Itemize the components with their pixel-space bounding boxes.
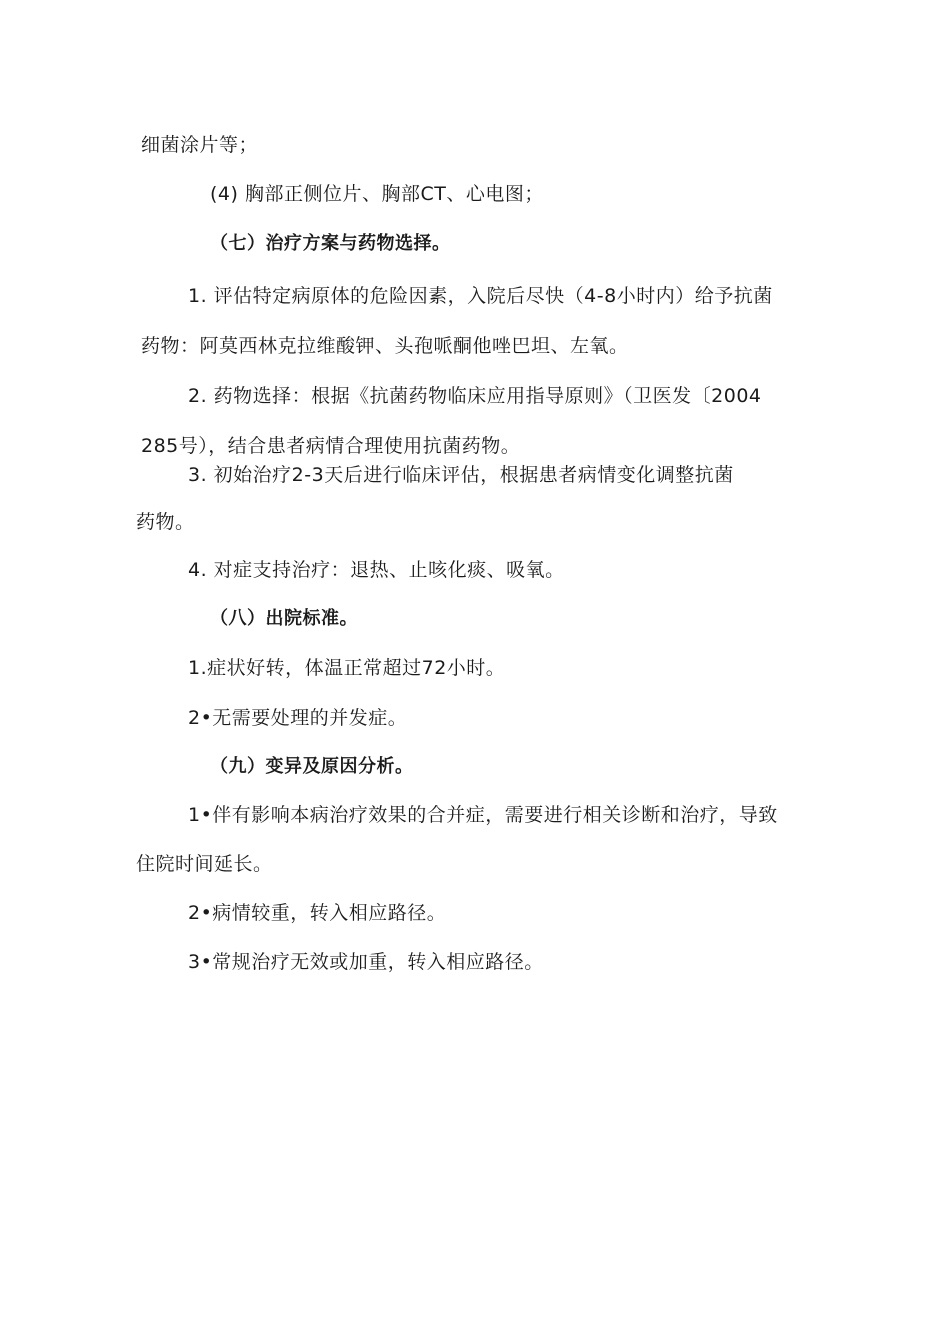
text-line: 药物：阿莫西林克拉维酸钾、头孢哌酮他唑巴坦、左氧。 <box>141 335 629 357</box>
text-line: 1. 评估特定病原体的危险因素，入院后尽快（4-8小时内）给予抗菌 <box>188 285 773 307</box>
text-line: 1•伴有影响本病治疗效果的合并症，需要进行相关诊断和治疗，导致 <box>188 804 778 826</box>
text-line: 4. 对症支持治疗：退热、止咳化痰、吸氧。 <box>188 559 565 581</box>
text-line: 2. 药物选择：根据《抗菌药物临床应用指导原则》（卫医发〔2004 <box>188 385 762 407</box>
text-line: 2•无需要处理的并发症。 <box>188 707 408 729</box>
text-line: 285号），结合患者病情合理使用抗菌药物。 <box>141 435 521 457</box>
text-line: 3•常规治疗无效或加重，转入相应路径。 <box>188 951 544 973</box>
text-line: (4) 胸部正侧位片、胸部CT、心电图； <box>210 183 544 205</box>
text-line: 细菌涂片等； <box>141 134 259 156</box>
text-line: 住院时间延长。 <box>136 853 273 875</box>
text-line: 1.症状好转，体温正常超过72小时。 <box>188 657 506 679</box>
section-heading: （七）治疗方案与药物选择。 <box>210 233 451 254</box>
section-heading: （八）出院标准。 <box>210 608 358 629</box>
section-heading: （九）变异及原因分析。 <box>210 756 414 777</box>
text-line: 2•病情较重，转入相应路径。 <box>188 902 447 924</box>
text-line: 药物。 <box>136 511 195 533</box>
text-line: 3. 初始治疗2-3天后进行临床评估，根据患者病情变化调整抗菌 <box>188 464 734 486</box>
